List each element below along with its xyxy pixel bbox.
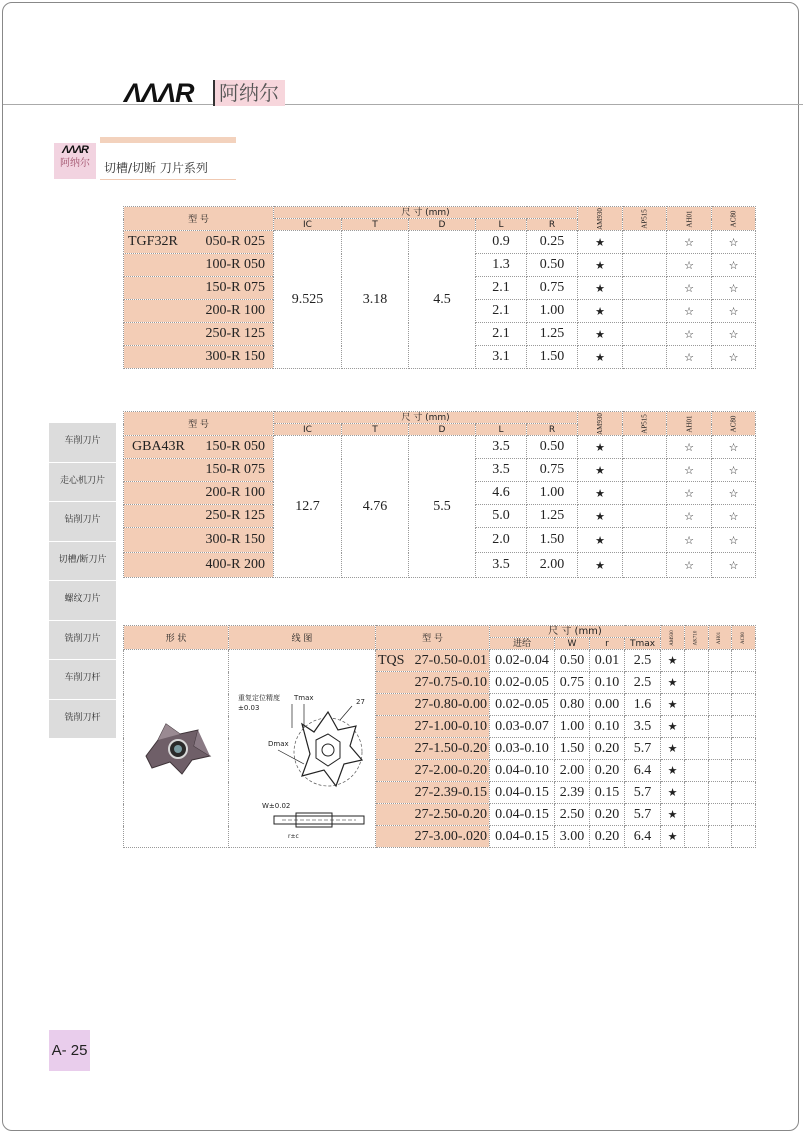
grade-mark: ☆ <box>712 459 756 482</box>
model-cell: 27-2.00-0.20 <box>376 760 490 782</box>
drawing-label-repeat: 重复定位精度 <box>238 693 280 702</box>
model-cell: 200-R 100 <box>124 300 274 323</box>
drawing-header: 线 图 <box>229 626 376 650</box>
r-value: 1.00 <box>527 482 578 505</box>
side-nav-item-grooving-inserts[interactable]: 切槽/断刀片 <box>49 542 116 582</box>
model-cell: 27-1.00-0.10 <box>376 716 490 738</box>
technical-drawing <box>229 650 376 848</box>
feed-value: 0.04-0.15 <box>490 804 555 826</box>
r-value: 0.25 <box>527 231 578 254</box>
grade-mark: ★ <box>661 760 685 782</box>
feed-value: 0.03-0.07 <box>490 716 555 738</box>
grade-mark <box>623 505 667 528</box>
insert-drawing-icon <box>232 654 372 844</box>
grade-mark <box>623 553 667 578</box>
tmax-value: 2.5 <box>625 672 661 694</box>
l-value: 2.0 <box>476 528 527 553</box>
grade-mark: ★ <box>578 277 623 300</box>
grade-mark: ★ <box>578 528 623 553</box>
ic-value: 12.7 <box>274 436 342 578</box>
r-value: 1.50 <box>527 346 578 369</box>
col-header: T <box>342 219 409 231</box>
w-value: 1.50 <box>555 738 590 760</box>
grade-mark: ★ <box>661 738 685 760</box>
l-value: 3.5 <box>476 459 527 482</box>
l-value: 2.1 <box>476 323 527 346</box>
model-cell: TGF32R 050-R 025 <box>124 231 274 254</box>
insert-photo <box>124 650 229 848</box>
feed-value: 0.04-0.10 <box>490 760 555 782</box>
r-value: 1.00 <box>527 300 578 323</box>
section-logo-cn: 阿纳尔 <box>60 158 90 169</box>
grade-header: AM930 <box>578 412 623 436</box>
r-value: 0.01 <box>590 650 625 672</box>
model-cell: 150-R 075 <box>124 277 274 300</box>
brand-name-cn: 阿纳尔 <box>213 80 285 106</box>
model-cell: 150-R 075 <box>124 459 274 482</box>
grade-mark: ★ <box>578 300 623 323</box>
spec-table-tqs <box>123 625 756 848</box>
side-nav-item-milling-holders[interactable]: 铣削刀杆 <box>49 700 116 740</box>
grade-mark: ★ <box>578 254 623 277</box>
tmax-value: 5.7 <box>625 738 661 760</box>
l-value: 5.0 <box>476 505 527 528</box>
model-cell: 300-R 150 <box>124 346 274 369</box>
r-value: 0.50 <box>527 254 578 277</box>
grade-mark: ☆ <box>667 231 712 254</box>
l-value: 4.6 <box>476 482 527 505</box>
model-cell: 27-0.80-0.00 <box>376 694 490 716</box>
section-accent-bar <box>100 137 236 143</box>
col-header: D <box>409 219 476 231</box>
grade-mark: ☆ <box>712 553 756 578</box>
col-header: T <box>342 424 409 436</box>
tmax-value: 1.6 <box>625 694 661 716</box>
r-value: 1.25 <box>527 323 578 346</box>
grade-mark: ★ <box>578 323 623 346</box>
r-value: 0.15 <box>590 782 625 804</box>
grooving-insert-icon <box>136 716 216 776</box>
model-cell: 27-2.50-0.20 <box>376 804 490 826</box>
model-header: 型 号 <box>124 207 274 231</box>
spec-table-tgf32r <box>123 206 756 369</box>
l-value: 3.1 <box>476 346 527 369</box>
grade-mark <box>623 323 667 346</box>
side-nav-item-milling-inserts[interactable]: 铣削刀片 <box>49 621 116 661</box>
t-value: 4.76 <box>342 436 409 578</box>
grade-header: AC80 <box>712 412 756 436</box>
r-value: 0.20 <box>590 760 625 782</box>
grade-header: AM930 <box>661 626 685 650</box>
r-value: 0.75 <box>527 459 578 482</box>
model-cell: 300-R 150 <box>124 528 274 553</box>
col-header: L <box>476 424 527 436</box>
grade-mark: ☆ <box>667 553 712 578</box>
col-header: Tmax <box>625 638 661 650</box>
ic-value: 9.525 <box>274 231 342 369</box>
grade-mark: ★ <box>661 672 685 694</box>
grade-mark <box>623 231 667 254</box>
r-value: 0.50 <box>527 436 578 459</box>
table-row <box>124 231 756 254</box>
col-header: R <box>527 219 578 231</box>
side-nav-item-drilling-inserts[interactable]: 钻削刀片 <box>49 502 116 542</box>
l-value: 3.5 <box>476 436 527 459</box>
r-value: 0.75 <box>527 277 578 300</box>
grade-mark: ☆ <box>712 254 756 277</box>
grade-mark: ★ <box>661 716 685 738</box>
l-value: 3.5 <box>476 553 527 578</box>
drawing-label-w: W±0.02 <box>262 801 291 810</box>
side-nav-item-swiss-inserts[interactable]: 走心机刀片 <box>49 463 116 503</box>
r-value: 0.20 <box>590 738 625 760</box>
grade-mark: ☆ <box>712 436 756 459</box>
r-value: 1.50 <box>527 528 578 553</box>
grade-mark <box>623 300 667 323</box>
model-prefix: TGF32R <box>128 234 178 249</box>
grade-mark: ☆ <box>712 277 756 300</box>
grade-mark: ☆ <box>667 528 712 553</box>
grade-header: AC80 <box>712 207 756 231</box>
grade-mark: ☆ <box>667 505 712 528</box>
section-logo-mark: ΛΛΛR <box>62 144 88 156</box>
table-row <box>124 436 756 459</box>
model-cell: 400-R 200 <box>124 553 274 578</box>
grade-mark: ★ <box>578 505 623 528</box>
grade-header: AM930 <box>578 207 623 231</box>
model-cell: 100-R 050 <box>124 254 274 277</box>
side-nav <box>49 423 116 739</box>
grade-mark: ☆ <box>712 231 756 254</box>
grade-header: AP515 <box>623 412 667 436</box>
r-value: 2.00 <box>527 553 578 578</box>
grade-header: AK710 <box>685 626 709 650</box>
side-nav-item-turning-inserts[interactable]: 车削刀片 <box>49 423 116 463</box>
col-header: R <box>527 424 578 436</box>
model-cell: 250-R 125 <box>124 323 274 346</box>
w-value: 0.80 <box>555 694 590 716</box>
col-header: D <box>409 424 476 436</box>
r-value: 0.10 <box>590 716 625 738</box>
grade-mark: ★ <box>578 346 623 369</box>
grade-mark <box>623 254 667 277</box>
side-nav-item-threading-inserts[interactable]: 螺纹刀片 <box>49 581 116 621</box>
w-value: 3.00 <box>555 826 590 848</box>
grade-mark: ☆ <box>667 346 712 369</box>
grade-header: AH01 <box>667 412 712 436</box>
model-cell: 250-R 125 <box>124 505 274 528</box>
grade-mark: ★ <box>661 826 685 848</box>
dimension-header: 尺 寸 (mm) <box>274 207 578 219</box>
grade-mark: ★ <box>578 436 623 459</box>
grade-mark: ☆ <box>712 505 756 528</box>
tmax-value: 6.4 <box>625 826 661 848</box>
d-value: 4.5 <box>409 231 476 369</box>
w-value: 0.75 <box>555 672 590 694</box>
header-divider <box>3 104 803 105</box>
grade-header: AC80 <box>732 626 756 650</box>
feed-value: 0.03-0.10 <box>490 738 555 760</box>
grade-mark <box>623 528 667 553</box>
grade-mark: ★ <box>578 459 623 482</box>
grade-header: AH01 <box>709 626 732 650</box>
r-value: 0.20 <box>590 826 625 848</box>
tmax-value: 5.7 <box>625 804 661 826</box>
grade-mark: ☆ <box>712 482 756 505</box>
table-row <box>124 650 756 672</box>
feed-value: 0.02-0.05 <box>490 672 555 694</box>
feed-value: 0.02-0.05 <box>490 694 555 716</box>
grade-header: AH01 <box>667 207 712 231</box>
tmax-value: 3.5 <box>625 716 661 738</box>
grade-mark <box>623 277 667 300</box>
r-value: 1.25 <box>527 505 578 528</box>
model-cell: 27-1.50-0.20 <box>376 738 490 760</box>
grade-mark: ★ <box>661 694 685 716</box>
grade-mark: ☆ <box>712 300 756 323</box>
grade-mark: ☆ <box>667 459 712 482</box>
grade-mark <box>623 482 667 505</box>
grade-mark <box>623 346 667 369</box>
w-value: 2.39 <box>555 782 590 804</box>
feed-value: 0.02-0.04 <box>490 650 555 672</box>
w-value: 2.50 <box>555 804 590 826</box>
col-header: W <box>555 638 590 650</box>
drawing-label-27: 27 <box>356 697 365 706</box>
d-value: 5.5 <box>409 436 476 578</box>
grade-mark: ☆ <box>667 482 712 505</box>
grade-mark: ☆ <box>667 323 712 346</box>
grade-mark <box>623 459 667 482</box>
col-header: IC <box>274 424 342 436</box>
w-value: 0.50 <box>555 650 590 672</box>
model-cell: 200-R 100 <box>124 482 274 505</box>
grade-mark: ★ <box>578 482 623 505</box>
col-header: r <box>590 638 625 650</box>
grade-mark: ★ <box>578 231 623 254</box>
w-value: 1.00 <box>555 716 590 738</box>
model-header: 型 号 <box>124 412 274 436</box>
w-value: 2.00 <box>555 760 590 782</box>
drawing-label-rc: r±c <box>288 832 299 840</box>
model-prefix: GBA43R <box>132 439 185 454</box>
r-value: 0.10 <box>590 672 625 694</box>
tmax-value: 5.7 <box>625 782 661 804</box>
drawing-label-dmax: Dmax <box>268 739 289 748</box>
t-value: 3.18 <box>342 231 409 369</box>
model-prefix: TQS <box>378 652 405 668</box>
shape-header: 形 状 <box>124 626 229 650</box>
r-value: 0.20 <box>590 804 625 826</box>
page-number: A- 25 <box>49 1030 90 1071</box>
l-value: 2.1 <box>476 277 527 300</box>
section-title: 切槽/切断 刀片系列 <box>100 158 236 180</box>
model-cell: TQS 27-0.50-0.01 <box>376 650 490 672</box>
tmax-value: 2.5 <box>625 650 661 672</box>
side-nav-item-turning-holders[interactable]: 车削刀杆 <box>49 660 116 700</box>
model-cell: GBA43R 150-R 050 <box>124 436 274 459</box>
grade-mark: ☆ <box>667 436 712 459</box>
col-header: L <box>476 219 527 231</box>
grade-header: AP515 <box>623 207 667 231</box>
r-value: 0.00 <box>590 694 625 716</box>
grade-mark: ★ <box>578 553 623 578</box>
grade-mark: ☆ <box>712 528 756 553</box>
model-cell: 27-0.75-0.10 <box>376 672 490 694</box>
tmax-value: 6.4 <box>625 760 661 782</box>
feed-value: 0.04-0.15 <box>490 826 555 848</box>
drawing-label-tol: ±0.03 <box>238 703 260 712</box>
spec-table-gba43r <box>123 411 756 578</box>
model-header: 型 号 <box>376 626 490 650</box>
grade-mark: ★ <box>661 804 685 826</box>
brand-logo: ΛΛΛR <box>124 78 194 108</box>
grade-mark: ☆ <box>712 323 756 346</box>
drawing-label-tmax: Tmax <box>294 693 314 702</box>
grade-mark <box>623 436 667 459</box>
section-logo <box>54 143 96 179</box>
col-header: IC <box>274 219 342 231</box>
grade-mark: ☆ <box>667 300 712 323</box>
grade-mark: ★ <box>661 650 685 672</box>
grade-mark: ☆ <box>712 346 756 369</box>
l-value: 0.9 <box>476 231 527 254</box>
dimension-header: 尺 寸 (mm) <box>274 412 578 424</box>
l-value: 1.3 <box>476 254 527 277</box>
grade-mark: ★ <box>661 782 685 804</box>
l-value: 2.1 <box>476 300 527 323</box>
model-cell: 27-3.00-.020 <box>376 826 490 848</box>
col-header: 进给 <box>490 638 555 650</box>
grade-mark: ☆ <box>667 254 712 277</box>
dimension-header: 尺 寸 (mm) <box>490 626 661 638</box>
feed-value: 0.04-0.15 <box>490 782 555 804</box>
model-cell: 27-2.39-0.15 <box>376 782 490 804</box>
grade-mark: ☆ <box>667 277 712 300</box>
